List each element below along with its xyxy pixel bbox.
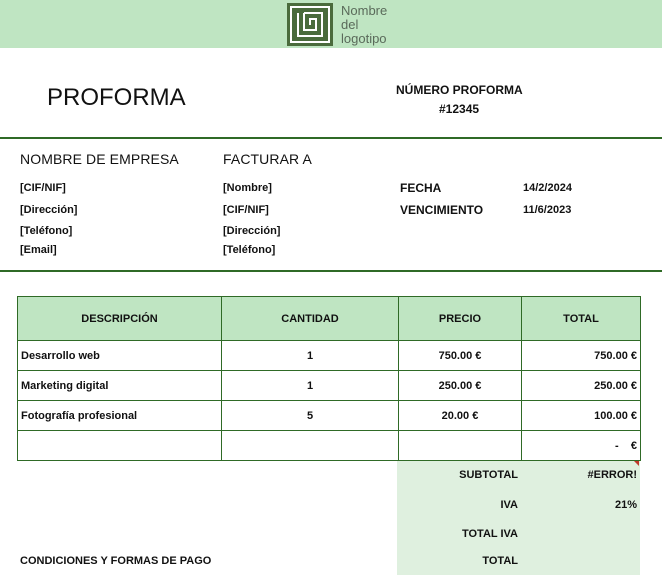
cell-total[interactable]: - €: [522, 431, 641, 461]
due-date-value: 11/6/2023: [523, 204, 572, 216]
company-heading: NOMBRE DE EMPRESA: [20, 151, 179, 167]
column-header-description: DESCRIPCIÓN: [18, 297, 222, 341]
subtotal-value[interactable]: #ERROR!: [587, 469, 637, 481]
items-table: [17, 296, 641, 461]
total-iva-label: TOTAL IVA: [461, 528, 518, 540]
payment-conditions-heading: CONDICIONES Y FORMAS DE PAGO: [20, 555, 212, 567]
cell-description[interactable]: [18, 431, 222, 461]
cell-quantity[interactable]: 1: [222, 371, 399, 401]
cell-price[interactable]: 750.00 €: [399, 341, 522, 371]
company-line: [Dirección]: [20, 204, 78, 216]
bill-to-line: [Dirección]: [223, 225, 281, 237]
company-line: [Email]: [20, 244, 57, 256]
logo-icon: [287, 3, 333, 46]
logo-line-2: del: [341, 17, 359, 32]
cell-total[interactable]: 100.00 €: [522, 401, 641, 431]
column-header-total: TOTAL: [522, 297, 641, 341]
table-row: [18, 371, 641, 401]
table-row: [18, 401, 641, 431]
iva-value[interactable]: 21%: [614, 499, 637, 511]
bill-to-line: [CIF/NIF]: [223, 204, 269, 216]
cell-price[interactable]: 250.00 €: [399, 371, 522, 401]
date-value: 14/2/2024: [523, 182, 572, 194]
cell-description[interactable]: Marketing digital: [18, 371, 222, 401]
cell-price[interactable]: 20.00 €: [399, 401, 522, 431]
cell-quantity[interactable]: 5: [222, 401, 399, 431]
table-header-row: [18, 297, 641, 341]
subtotal-label: SUBTOTAL: [459, 469, 518, 481]
bill-to-line: [Nombre]: [223, 182, 272, 194]
divider-middle: [0, 270, 662, 272]
logo-line-3: logotipo: [341, 31, 387, 46]
logo-line-1: Nombre: [341, 3, 388, 18]
proforma-number-value: #12345: [439, 102, 480, 116]
divider-top: [0, 137, 662, 139]
cell-description[interactable]: Fotografía profesional: [18, 401, 222, 431]
bill-to-heading: FACTURAR A: [223, 151, 312, 167]
cell-price[interactable]: [399, 431, 522, 461]
due-date-label: VENCIMIENTO: [400, 203, 484, 217]
company-line: [CIF/NIF]: [20, 182, 66, 194]
bill-to-line: [Teléfono]: [223, 244, 276, 256]
cell-total[interactable]: 750.00 €: [522, 341, 641, 371]
cell-quantity[interactable]: 1: [222, 341, 399, 371]
cell-total[interactable]: 250.00 €: [522, 371, 641, 401]
total-label: TOTAL: [482, 555, 518, 567]
cell-description[interactable]: Desarrollo web: [18, 341, 222, 371]
company-line: [Teléfono]: [20, 225, 73, 237]
column-header-price: PRECIO: [399, 297, 522, 341]
logo-text: [341, 4, 387, 46]
table-row: [18, 341, 641, 371]
date-label: FECHA: [400, 181, 442, 195]
cell-quantity[interactable]: [222, 431, 399, 461]
iva-label: IVA: [500, 499, 518, 511]
column-header-quantity: CANTIDAD: [222, 297, 399, 341]
document-title: PROFORMA: [47, 84, 186, 111]
proforma-number-label: NÚMERO PROFORMA: [396, 83, 523, 97]
table-row: [18, 431, 641, 461]
error-indicator-icon: [634, 461, 639, 466]
